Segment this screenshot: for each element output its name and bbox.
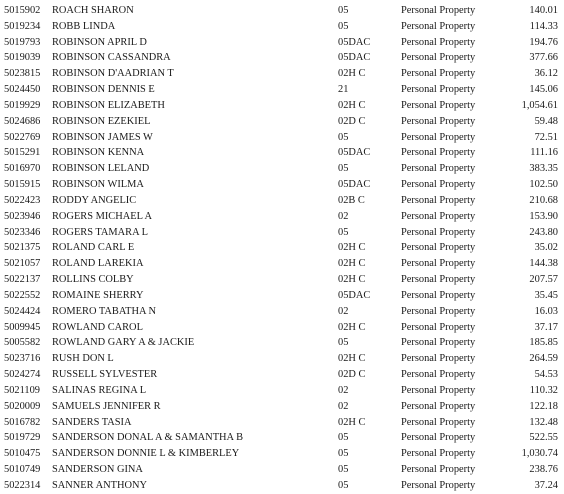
district-code: 02	[338, 305, 349, 317]
owner-name: RUSSELL SYLVESTER	[52, 369, 158, 381]
account-number: 5019793	[4, 36, 41, 48]
property-type: Personal Property	[401, 258, 476, 270]
owner-name: SANDERSON DONNIE L & KIMBERLEY	[52, 448, 240, 460]
owner-name: ROLAND CARL E	[52, 242, 135, 254]
property-type: Personal Property	[401, 479, 476, 491]
district-code: 02D C	[338, 115, 366, 127]
tax-amount: 383.35	[529, 163, 558, 175]
tax-amount: 59.48	[534, 115, 558, 127]
property-type: Personal Property	[401, 337, 476, 349]
table-row	[0, 98, 564, 114]
district-code: 05DAC	[338, 289, 371, 301]
district-code: 05DAC	[338, 36, 371, 48]
district-code: 05	[338, 432, 349, 444]
table-row	[0, 177, 564, 193]
district-code: 02H C	[338, 353, 366, 365]
table-row	[0, 193, 564, 209]
account-number: 5023946	[4, 210, 41, 222]
tax-amount: 16.03	[534, 305, 558, 317]
property-type: Personal Property	[401, 5, 476, 16]
table-row	[0, 240, 564, 256]
tax-amount: 110.32	[529, 384, 558, 396]
table-row	[0, 320, 564, 336]
table-row	[0, 367, 564, 383]
account-number: 5024450	[4, 84, 41, 96]
property-type: Personal Property	[401, 416, 476, 428]
tax-amount: 37.24	[534, 479, 558, 491]
tax-amount: 114.33	[529, 20, 558, 32]
table-row	[0, 446, 564, 462]
tax-amount: 35.45	[534, 289, 558, 301]
property-type: Personal Property	[401, 68, 476, 80]
tax-amount: 72.51	[534, 131, 558, 143]
district-code: 02H C	[338, 99, 366, 111]
table-row	[0, 35, 564, 51]
district-code: 05	[338, 479, 349, 491]
owner-name: ROBINSON WILMA	[52, 179, 144, 191]
tax-amount: 1,054.61	[521, 99, 558, 111]
account-number: 5024424	[4, 305, 41, 317]
account-number: 5019729	[4, 432, 41, 444]
table-row	[0, 335, 564, 351]
tax-amount: 35.02	[534, 242, 558, 254]
tax-amount: 144.38	[529, 258, 558, 270]
table-row	[0, 161, 564, 177]
district-code: 21	[338, 84, 349, 96]
property-type: Personal Property	[401, 210, 476, 222]
property-type: Personal Property	[401, 448, 476, 460]
owner-name: ROBINSON ELIZABETH	[52, 99, 165, 111]
account-number: 5015915	[4, 179, 41, 191]
tax-amount: 210.68	[529, 194, 558, 206]
district-code: 05	[338, 20, 349, 32]
tax-amount: 145.06	[529, 84, 558, 96]
property-type: Personal Property	[401, 274, 476, 286]
property-type: Personal Property	[401, 369, 476, 381]
tax-amount: 238.76	[529, 464, 558, 476]
table-row	[0, 383, 564, 399]
tax-amount: 36.12	[534, 68, 558, 80]
tax-listing-table	[0, 3, 564, 494]
tax-amount: 194.76	[529, 36, 558, 48]
table-row	[0, 272, 564, 288]
owner-name: ROLAND LAREKIA	[52, 258, 144, 270]
property-type: Personal Property	[401, 84, 476, 96]
account-number: 5021375	[4, 242, 41, 254]
owner-name: ROGERS MICHAEL A	[52, 210, 153, 222]
district-code: 02B C	[338, 194, 365, 206]
account-number: 5021109	[4, 384, 40, 396]
account-number: 5024686	[4, 115, 41, 127]
table-row	[0, 114, 564, 130]
table-row	[0, 351, 564, 367]
tax-amount: 207.57	[529, 274, 558, 286]
district-code: 05DAC	[338, 179, 371, 191]
district-code: 05	[338, 163, 349, 175]
owner-name: ROACH SHARON	[52, 5, 134, 16]
district-code: 02H C	[338, 68, 366, 80]
account-number: 5019039	[4, 52, 41, 64]
account-number: 5023346	[4, 226, 41, 238]
tax-amount: 264.59	[529, 353, 558, 365]
tax-amount: 122.18	[529, 400, 558, 412]
property-type: Personal Property	[401, 52, 476, 64]
account-number: 5022314	[4, 479, 41, 491]
owner-name: SALINAS REGINA L	[52, 384, 147, 396]
owner-name: SANDERSON DONAL A & SAMANTHA B	[52, 432, 243, 444]
district-code: 05	[338, 131, 349, 143]
district-code: 05DAC	[338, 147, 371, 159]
table-row	[0, 66, 564, 82]
property-type: Personal Property	[401, 131, 476, 143]
district-code: 02H C	[338, 321, 366, 333]
account-number: 5016970	[4, 163, 41, 175]
tax-amount: 37.17	[534, 321, 558, 333]
district-code: 02H C	[338, 258, 366, 270]
account-number: 5009945	[4, 321, 41, 333]
account-number: 5005582	[4, 337, 41, 349]
table-row	[0, 82, 564, 98]
district-code: 02	[338, 384, 349, 396]
account-number: 5021057	[4, 258, 41, 270]
property-type: Personal Property	[401, 179, 476, 191]
district-code: 05	[338, 464, 349, 476]
tax-amount: 111.16	[530, 147, 558, 159]
property-type: Personal Property	[401, 226, 476, 238]
property-type: Personal Property	[401, 353, 476, 365]
account-number: 5022769	[4, 131, 41, 143]
property-type: Personal Property	[401, 242, 476, 254]
property-type: Personal Property	[401, 289, 476, 301]
table-row	[0, 478, 564, 494]
property-type: Personal Property	[401, 400, 476, 412]
owner-name: ROWLAND GARY A & JACKIE	[52, 337, 195, 349]
account-number: 5023815	[4, 68, 41, 80]
property-type: Personal Property	[401, 194, 476, 206]
tax-amount: 153.90	[529, 210, 558, 222]
property-type: Personal Property	[401, 99, 476, 111]
owner-name: ROBINSON JAMES W	[52, 131, 153, 143]
table-row	[0, 304, 564, 320]
tax-amount: 140.01	[529, 5, 558, 16]
tax-amount: 522.55	[529, 432, 558, 444]
owner-name: ROBINSON APRIL D	[52, 36, 147, 48]
tax-amount: 54.53	[534, 369, 558, 381]
account-number: 5010749	[4, 464, 41, 476]
district-code: 02	[338, 210, 349, 222]
owner-name: SANDERS TASIA	[52, 416, 132, 428]
account-number: 5015291	[4, 147, 41, 159]
district-code: 05	[338, 5, 349, 16]
table-row	[0, 415, 564, 431]
account-number: 5024274	[4, 369, 41, 381]
account-number: 5019929	[4, 99, 41, 111]
district-code: 02H C	[338, 416, 366, 428]
tax-amount: 185.85	[529, 337, 558, 349]
owner-name: ROBINSON LELAND	[52, 163, 150, 175]
table-row	[0, 145, 564, 161]
table-row	[0, 462, 564, 478]
owner-name: RUSH DON L	[52, 353, 114, 365]
tax-amount: 1,030.74	[521, 448, 558, 460]
property-type: Personal Property	[401, 20, 476, 32]
owner-name: ROBINSON CASSANDRA	[52, 52, 171, 64]
owner-name: ROWLAND CAROL	[52, 321, 143, 333]
account-number: 5016782	[4, 416, 41, 428]
district-code: 02H C	[338, 242, 366, 254]
district-code: 02D C	[338, 369, 366, 381]
owner-name: ROBINSON D'AADRIAN T	[52, 68, 174, 80]
owner-name: ROMERO TABATHA N	[52, 305, 157, 317]
tax-amount: 102.50	[529, 179, 558, 191]
district-code: 05	[338, 226, 349, 238]
property-type: Personal Property	[401, 464, 476, 476]
owner-name: ROLLINS COLBY	[52, 274, 134, 286]
account-number: 5015902	[4, 5, 41, 16]
property-type: Personal Property	[401, 384, 476, 396]
property-type: Personal Property	[401, 163, 476, 175]
district-code: 02H C	[338, 274, 366, 286]
account-number: 5020009	[4, 400, 41, 412]
property-type: Personal Property	[401, 432, 476, 444]
account-number: 5023716	[4, 353, 41, 365]
owner-name: SANDERSON GINA	[52, 464, 143, 476]
table-row	[0, 209, 564, 225]
tax-amount: 132.48	[529, 416, 558, 428]
property-type: Personal Property	[401, 321, 476, 333]
property-type: Personal Property	[401, 305, 476, 317]
district-code: 05DAC	[338, 52, 371, 64]
owner-name: ROMAINE SHERRY	[52, 289, 144, 301]
account-number: 5022423	[4, 194, 41, 206]
property-type: Personal Property	[401, 36, 476, 48]
table-row	[0, 225, 564, 241]
property-type: Personal Property	[401, 147, 476, 159]
district-code: 05	[338, 448, 349, 460]
table-row	[0, 3, 564, 19]
account-number: 5019234	[4, 20, 41, 32]
owner-name: SAMUELS JENNIFER R	[52, 400, 161, 412]
district-code: 05	[338, 337, 349, 349]
owner-name: ROBINSON DENNIS E	[52, 84, 155, 96]
account-number: 5022552	[4, 289, 41, 301]
tax-amount: 243.80	[529, 226, 558, 238]
table-row	[0, 288, 564, 304]
district-code: 02	[338, 400, 349, 412]
table-row	[0, 430, 564, 446]
owner-name: SANNER ANTHONY	[52, 479, 147, 491]
tax-amount: 377.66	[529, 52, 558, 64]
table-row	[0, 50, 564, 66]
account-number: 5010475	[4, 448, 41, 460]
account-number: 5022137	[4, 274, 41, 286]
table-row	[0, 256, 564, 272]
owner-name: RODDY ANGELIC	[52, 194, 137, 206]
table-row	[0, 19, 564, 35]
owner-name: ROBINSON EZEKIEL	[52, 115, 151, 127]
owner-name: ROBB LINDA	[52, 20, 116, 32]
table-row	[0, 399, 564, 415]
property-type: Personal Property	[401, 115, 476, 127]
table-row	[0, 130, 564, 146]
owner-name: ROGERS TAMARA L	[52, 226, 148, 238]
owner-name: ROBINSON KENNA	[52, 147, 145, 159]
